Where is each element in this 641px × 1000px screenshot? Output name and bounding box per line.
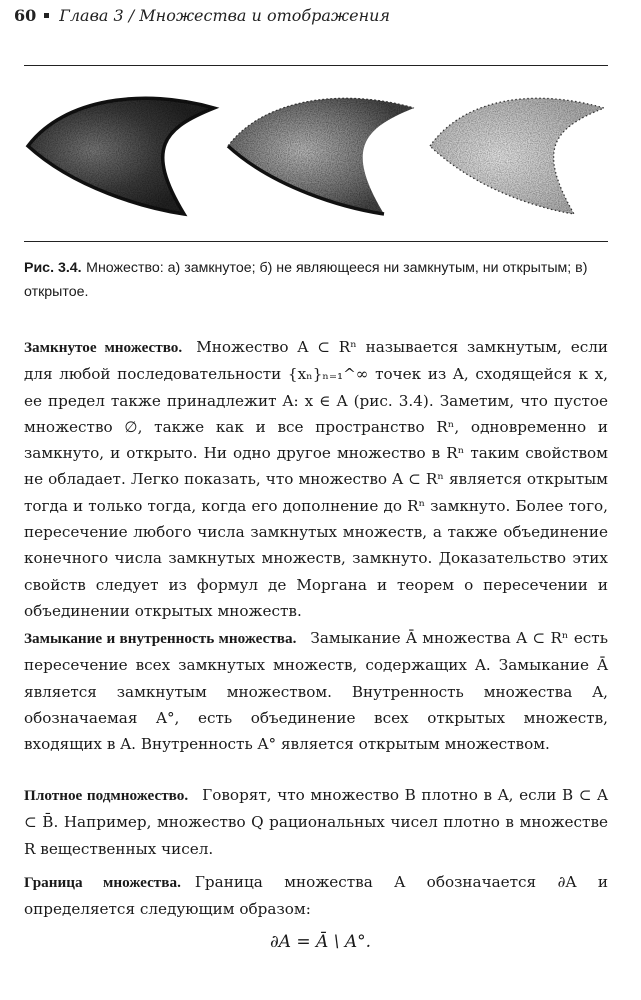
closed-set-shape — [28, 98, 214, 214]
section-heading: Замкнутое множество. — [24, 339, 183, 356]
figure-3-4 — [24, 68, 608, 238]
section-heading: Плотное подмножество. — [24, 787, 189, 804]
header-bullet — [44, 13, 49, 18]
boundary-formula: ∂A = Ā \ A°. — [269, 932, 372, 952]
section-dense-subset — [24, 782, 608, 862]
figure-caption — [24, 256, 608, 304]
section-heading: Граница множества. — [24, 874, 181, 891]
section-closed-set — [24, 334, 608, 624]
caption-label: Рис. 3.4. — [24, 260, 82, 276]
section-text: Говорят, что множество B плотно в A, если B ⊂ A ⊂ B̄. Например, множество Q рациональных чисел плотно в множестве R вещественных чисел. — [24, 786, 608, 858]
section-text: Множество A ⊂ Rⁿ называется замкнутым, если для любой последовательности {xₙ}ₙ₌₁^∞ точек из A, сходящейся к x, ее предел также принадлежит A: x ∈ A (рис. 3.4). Заметим, что пустое множество ∅, также как и все пространство Rⁿ, одновременно и замкнуто, и открыто. Ни одно другое множество в Rⁿ таким свойством не обладает. Легко показать, что множество A ⊂ Rⁿ является открытым тогда и только тогда, когда его дополнение до Rⁿ замкнуто. Более того, пересечение любого числа замкнутых множеств, а также объединение конечного числа замкнутых множеств, замкнуто. Доказательство этих свойств следует из формул де Моргана и теорем о пересечении и объединении открытых множеств. — [24, 338, 608, 620]
section-closure-interior — [24, 625, 608, 757]
section-text: Замыкание Ā множества A ⊂ Rⁿ есть пересечение всех замкнутых множеств, содержащих A. Замыкание Ā является замкнутым множеством. Внутренность множества A, обозначаемая A°, есть объединение всех открытых множеств, входящих в A. Внутренность A° является открытым множеством. — [24, 629, 608, 754]
running-title: Глава 3 / Множества и отображения — [59, 6, 391, 25]
section-heading: Замыкание и внутренность множества. — [24, 630, 297, 647]
figure-bottom-rule — [24, 241, 608, 242]
neither-set-shape — [228, 98, 414, 214]
open-set-shape — [430, 98, 604, 214]
section-boundary — [24, 869, 608, 923]
caption-text: Множество: а) замкнутое; б) не являющееся ни замкнутым, ни открытым; в) открытое. — [24, 260, 588, 300]
page-number: 60 — [14, 6, 37, 25]
section-text: Граница множества A обозначается ∂A и определяется следующим образом: — [24, 873, 609, 919]
top-rule — [24, 65, 608, 66]
running-header — [14, 6, 390, 25]
